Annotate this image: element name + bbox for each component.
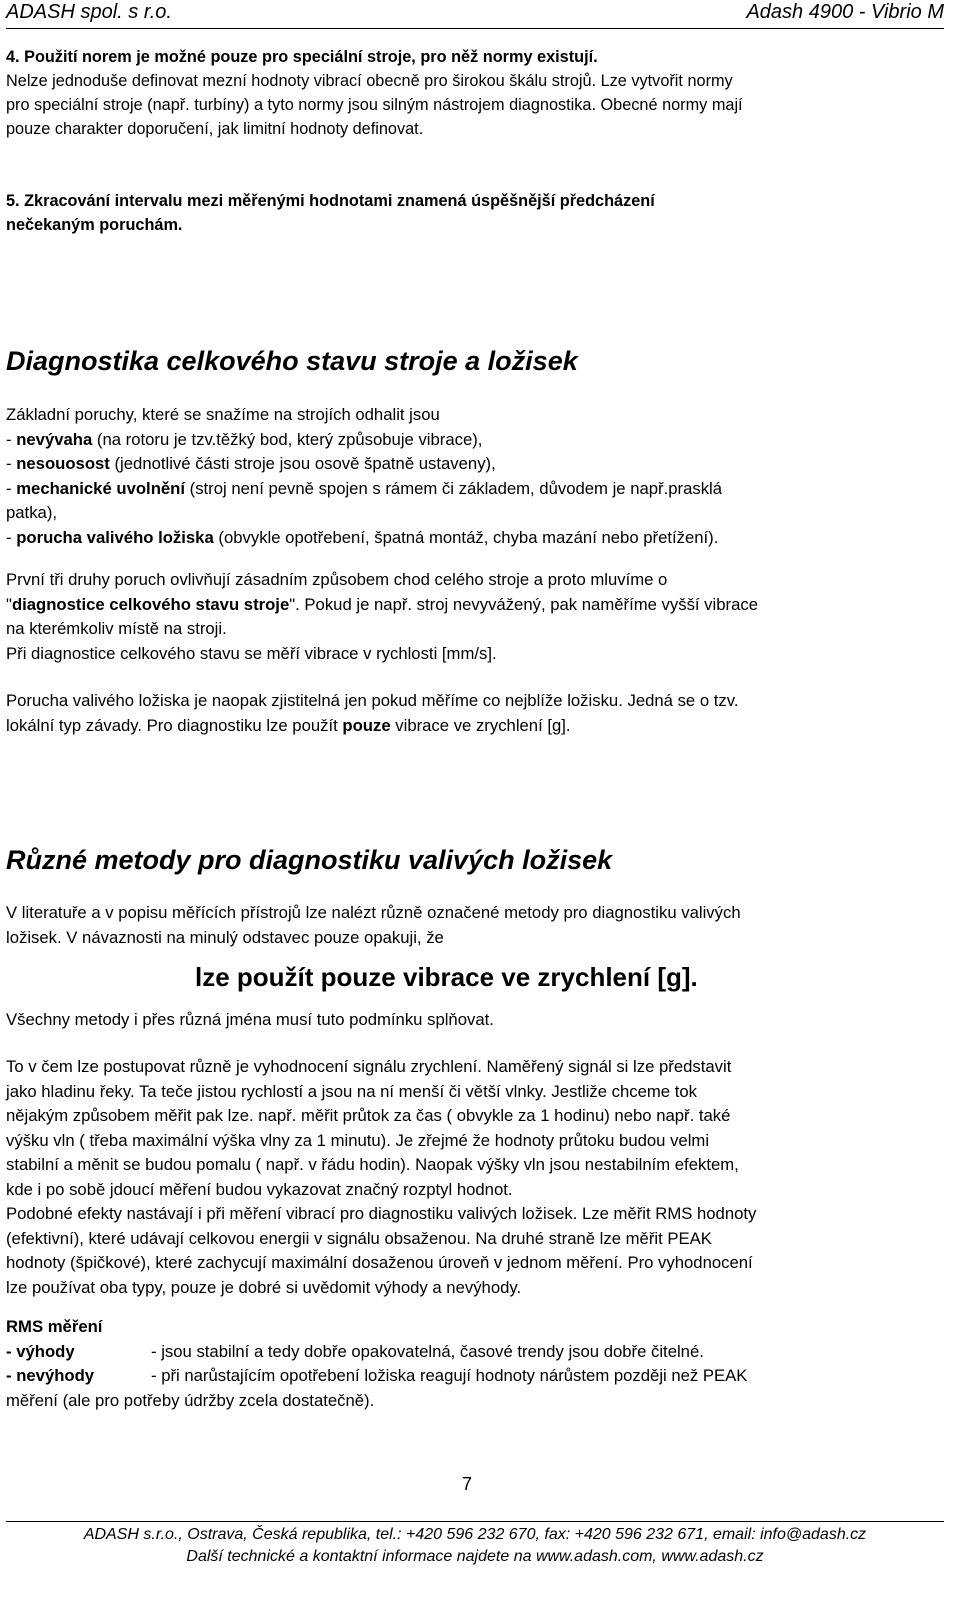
item-5-line: nečekaným poruchám.: [6, 216, 183, 234]
paragraph-line: lze používat oba typy, pouze je dobré si uvědomit výhody a nevýhody.: [6, 1277, 522, 1297]
rms-disadvantages-text: - při narůstajícím opotřebení ložiska reagují hodnoty nárůstem později než PEAK: [151, 1366, 748, 1385]
paragraph-line: To v čem lze postupovat různě je vyhodnocení signálu zrychlení. Naměřený signál si lze představit: [6, 1057, 732, 1076]
rms-advantages-text: - jsou stabilní a tedy dobře opakovatelná, časové trendy jsou dobře čitelné.: [151, 1341, 704, 1361]
paragraph-line: Porucha valivého ložiska je naopak zjistitelná jen pokud měříme co nejblíže ložisku. Jedná se o tzv.: [6, 691, 739, 710]
bearing-fault-paragraph: [6, 689, 946, 738]
methods-condition: Všechny metody i přes různá jména musí tuto podmínku splňovat.: [6, 1010, 494, 1029]
paragraph-line: hodnoty (špičkové), které zachycují maximální dosaženou úroveň v jednom měření. Pro vyhodnocení: [6, 1253, 753, 1272]
faults-list: [6, 403, 946, 550]
paragraph-line: na kterémkoliv místě na stroji.: [6, 619, 227, 638]
overall-condition-paragraph: [6, 568, 946, 666]
paragraph-line: jako hladinu řeky. Ta teče jistou rychlostí a jsou na ní menší či větší vlnky. Jestliže chceme tok: [6, 1081, 697, 1101]
fault-item-unbalance: - nevývaha (na rotoru je tzv.těžký bod, který způsobuje vibrace),: [6, 429, 483, 449]
emphasis-acceleration: lze použít pouze vibrace ve zrychlení [g].: [195, 962, 698, 992]
header-company: ADASH spol. s r.o.: [6, 1, 172, 23]
rms-advantages-row: [6, 1340, 946, 1365]
item-4-line: Nelze jednoduše definovat mezní hodnoty vibrací obecně pro širokou škálu strojů. Lze vytvořit normy: [6, 72, 733, 90]
rms-disadvantages-label: - nevýhody: [6, 1366, 95, 1385]
paragraph-line: stabilní a měnit se budou pomalu ( např. v řádu hodin). Naopak výšky vln jsou nestabilním efektem,: [6, 1155, 739, 1174]
rms-disadvantages-cont: měření (ale pro potřeby údržby zcela dostatečně).: [6, 1390, 375, 1410]
rms-disadvantages-row: [6, 1364, 946, 1389]
paragraph-line: ložisek. V návaznosti na minulý odstavec pouze opakuji, že: [6, 927, 444, 947]
fault-item-misalignment: - nesouosost (jednotlivé části stroje jsou osově špatně ustaveny),: [6, 454, 496, 473]
item-5: [6, 189, 946, 237]
item-5-line: 5. Zkracování intervalu mezi měřenými hodnotami znamená úspěšnější předcházení: [6, 192, 655, 210]
page-header: [6, 0, 944, 29]
fault-item-looseness: - mechanické uvolnění (stroj není pevně spojen s rámem či základem, důvodem je např.prasklá: [6, 478, 723, 498]
paragraph-line: (efektivní), které udávají celkovou energii v signálu obsaženou. Na druhé straně lze měřit PEAK: [6, 1228, 712, 1248]
paragraph-line: V literatuře a v popisu měřících přístrojů lze nalézt různě označené metody pro diagnostiku valivých: [6, 903, 741, 922]
paragraph-line: výšku vln ( třeba maximální výška vlny za 1 minutu). Je zřejmé že hodnoty průtoku budou velmi: [6, 1130, 710, 1150]
item-4: [6, 45, 946, 141]
paragraph-line: Při diagnostice celkového stavu se měří vibrace v rychlosti [mm/s].: [6, 643, 497, 663]
item-4-line: pouze charakter doporučení, jak limitní hodnoty definovat.: [6, 120, 424, 138]
faults-intro: Základní poruchy, které se snažíme na strojích odhalit jsou: [6, 405, 440, 424]
paragraph-line: nějakým způsobem měřit pak lze. např. měřit průtok za čas ( obvykle za 1 hodinu) nebo např. také: [6, 1106, 731, 1125]
paragraph-line: Podobné efekty nastávají i při měření vibrací pro diagnostiku valivých ložisek. Lze měřit RMS hodnoty: [6, 1204, 757, 1223]
section-heading-diagnostics: Diagnostika celkového stavu stroje a ložisek: [6, 346, 578, 376]
methods-intro: [6, 901, 946, 950]
item-4-line: pro speciální stroje (např. turbíny) a tyto normy jsou silným nástrojem diagnostika. Obecné normy mají: [6, 96, 743, 114]
paragraph-line: První tři druhy poruch ovlivňují zásadním způsobem chod celého stroje a proto mluvíme o: [6, 570, 668, 589]
paragraph-line: "diagnostice celkového stavu stroje". Pokud je např. stroj nevyvážený, pak naměříme vyšší vibrace: [6, 594, 758, 614]
fault-item-bearing: - porucha valivého ložiska (obvykle opotřebení, špatná montáž, chyba mazání nebo přetížení).: [6, 527, 719, 547]
footer-website: Další technické a kontaktní informace najdete na www.adash.com, www.adash.cz: [186, 1548, 764, 1565]
rms-title: RMS měření: [6, 1317, 103, 1336]
section-heading-bearing-methods: Různé metody pro diagnostiku valivých ložisek: [6, 845, 613, 875]
header-product: Adash 4900 - Vibrio M: [746, 1, 944, 23]
fault-item-looseness-cont: patka),: [6, 503, 58, 522]
page-footer: [6, 1521, 944, 1568]
rms-section: [6, 1315, 946, 1413]
signal-evaluation-paragraph: [6, 1055, 946, 1300]
item-4-title: 4. Použití norem je možné pouze pro speciální stroje, pro něž normy existují.: [6, 48, 598, 66]
rms-advantages-label: - výhody: [6, 1341, 75, 1361]
paragraph-line: lokální typ závady. Pro diagnostiku lze použít pouze vibrace ve zrychlení [g].: [6, 715, 571, 735]
page-number: 7: [462, 1474, 473, 1494]
paragraph-line: kde i po sobě jdoucí měření budou vykazovat značný rozptyl hodnot.: [6, 1179, 513, 1199]
footer-contact: ADASH s.r.o., Ostrava, Česká republika, tel.: +420 596 232 670, fax: +420 596 232 671, email: info@adash.cz: [83, 1526, 867, 1543]
